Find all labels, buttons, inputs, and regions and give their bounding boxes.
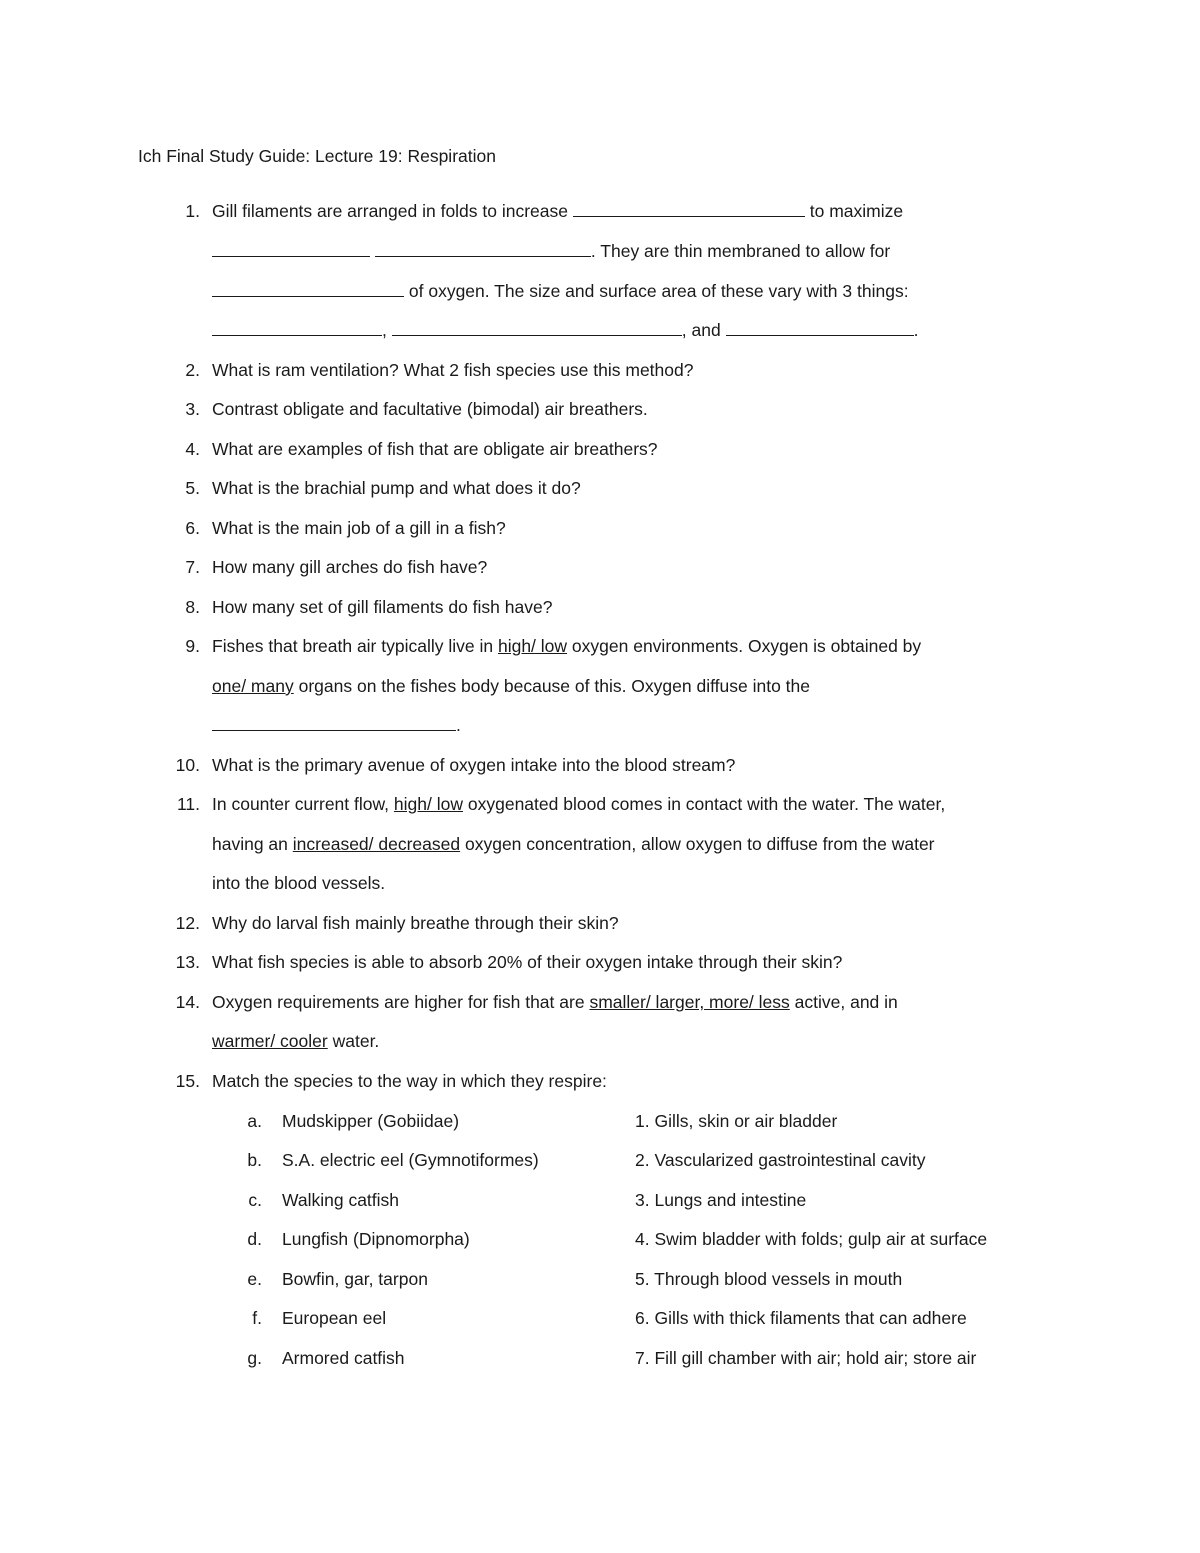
respiration-method: 2. Vascularized gastrointestinal cavity bbox=[635, 1150, 926, 1170]
species-letter: b. bbox=[247, 1150, 262, 1170]
question-3: Contrast obligate and facultative (bimodal) air breathers. bbox=[212, 399, 648, 419]
answer-blank bbox=[212, 240, 370, 257]
question-2: What is ram ventilation? What 2 fish species use this method? bbox=[212, 360, 694, 380]
question-number: 14. bbox=[175, 992, 200, 1012]
species-name: Bowfin, gar, tarpon bbox=[282, 1269, 428, 1289]
page-title: Ich Final Study Guide: Lecture 19: Respiration bbox=[138, 146, 496, 166]
question-1-line-3: of oxygen. The size and surface area of these vary with 3 things: bbox=[212, 278, 909, 304]
question-15: Match the species to the way in which they respire: bbox=[212, 1071, 607, 1091]
question-number: 3. bbox=[185, 399, 200, 419]
answer-blank bbox=[212, 280, 404, 297]
choice-underlined: high/ low bbox=[393, 794, 463, 814]
question-number: 13. bbox=[175, 952, 200, 972]
choice-underlined: increased/ decreased bbox=[292, 834, 461, 854]
answer-blank bbox=[726, 319, 914, 336]
question-11-line-1: In counter current flow, high/ low oxygenated blood comes in contact with the water. The water, bbox=[212, 794, 946, 814]
answer-blank bbox=[375, 240, 591, 257]
question-12: Why do larval fish mainly breathe through their skin? bbox=[212, 913, 619, 933]
species-letter: e. bbox=[247, 1269, 262, 1289]
species-letter: g. bbox=[247, 1348, 262, 1368]
choice-underlined: one/ many bbox=[212, 676, 294, 696]
respiration-method: 6. Gills with thick filaments that can adhere bbox=[635, 1308, 967, 1328]
question-9-line-1: Fishes that breath air typically live in high/ low oxygen environments. Oxygen is obtained by bbox=[212, 636, 922, 656]
species-name: S.A. electric eel (Gymnotiformes) bbox=[282, 1150, 539, 1170]
species-name: European eel bbox=[282, 1308, 387, 1328]
choice-underlined: high/ low bbox=[497, 636, 568, 656]
question-14-line-1: Oxygen requirements are higher for fish that are smaller/ larger, more/ less active, and in bbox=[212, 992, 898, 1012]
question-7: How many gill arches do fish have? bbox=[212, 557, 488, 577]
respiration-method: 5. Through blood vessels in mouth bbox=[635, 1269, 903, 1289]
question-number: 2. bbox=[185, 360, 200, 380]
answer-blank bbox=[392, 319, 682, 336]
respiration-method: 4. Swim bladder with folds; gulp air at surface bbox=[635, 1229, 988, 1249]
answer-blank bbox=[573, 200, 805, 217]
question-14-line-2: warmer/ cooler water. bbox=[212, 1031, 380, 1051]
question-10: What is the primary avenue of oxygen intake into the blood stream? bbox=[212, 755, 736, 775]
question-number: 4. bbox=[185, 439, 200, 459]
respiration-method: 7. Fill gill chamber with air; hold air; store air bbox=[635, 1348, 977, 1368]
species-letter: f. bbox=[252, 1308, 262, 1328]
question-6: What is the main job of a gill in a fish? bbox=[212, 518, 506, 538]
question-1-line-2: . They are thin membraned to allow for bbox=[212, 238, 890, 264]
question-number: 1. bbox=[185, 201, 200, 221]
species-name: Lungfish (Dipnomorpha) bbox=[282, 1229, 470, 1249]
question-9-line-2: one/ many organs on the fishes body because of this. Oxygen diffuse into the bbox=[212, 676, 810, 696]
species-letter: a. bbox=[247, 1111, 262, 1131]
question-number: 5. bbox=[185, 478, 200, 498]
question-13: What fish species is able to absorb 20% of their oxygen intake through their skin? bbox=[212, 952, 843, 972]
choice-underlined: warmer/ cooler bbox=[212, 1031, 328, 1051]
question-1-line-4: , , and . bbox=[212, 317, 918, 343]
species-name: Armored catfish bbox=[282, 1348, 405, 1368]
question-11-line-3: into the blood vessels. bbox=[212, 873, 386, 893]
question-number: 6. bbox=[185, 518, 200, 538]
respiration-method: 1. Gills, skin or air bladder bbox=[635, 1111, 838, 1131]
question-number: 11. bbox=[176, 794, 200, 814]
question-5: What is the brachial pump and what does it do? bbox=[212, 478, 581, 498]
species-name: Walking catfish bbox=[282, 1190, 400, 1210]
choice-underlined: smaller/ larger, more/ less bbox=[589, 992, 790, 1012]
answer-blank bbox=[212, 319, 382, 336]
species-letter: c. bbox=[248, 1190, 262, 1210]
question-number: 15. bbox=[175, 1071, 200, 1091]
question-4: What are examples of fish that are obligate air breathers? bbox=[212, 439, 658, 459]
question-8: How many set of gill filaments do fish have? bbox=[212, 597, 553, 617]
question-number: 8. bbox=[185, 597, 200, 617]
question-number: 12. bbox=[175, 913, 200, 933]
answer-blank bbox=[212, 714, 456, 731]
species-name: Mudskipper (Gobiidae) bbox=[282, 1111, 460, 1131]
question-number: 9. bbox=[185, 636, 200, 656]
question-number: 7. bbox=[185, 557, 200, 577]
species-letter: d. bbox=[247, 1229, 262, 1249]
question-number: 10. bbox=[175, 755, 200, 775]
respiration-method: 3. Lungs and intestine bbox=[635, 1190, 807, 1210]
question-1-line-1: Gill filaments are arranged in folds to increase to maximize bbox=[212, 201, 904, 221]
question-9-line-3: . bbox=[212, 712, 461, 738]
question-11-line-2: having an increased/ decreased oxygen concentration, allow oxygen to diffuse from the water bbox=[212, 834, 935, 854]
